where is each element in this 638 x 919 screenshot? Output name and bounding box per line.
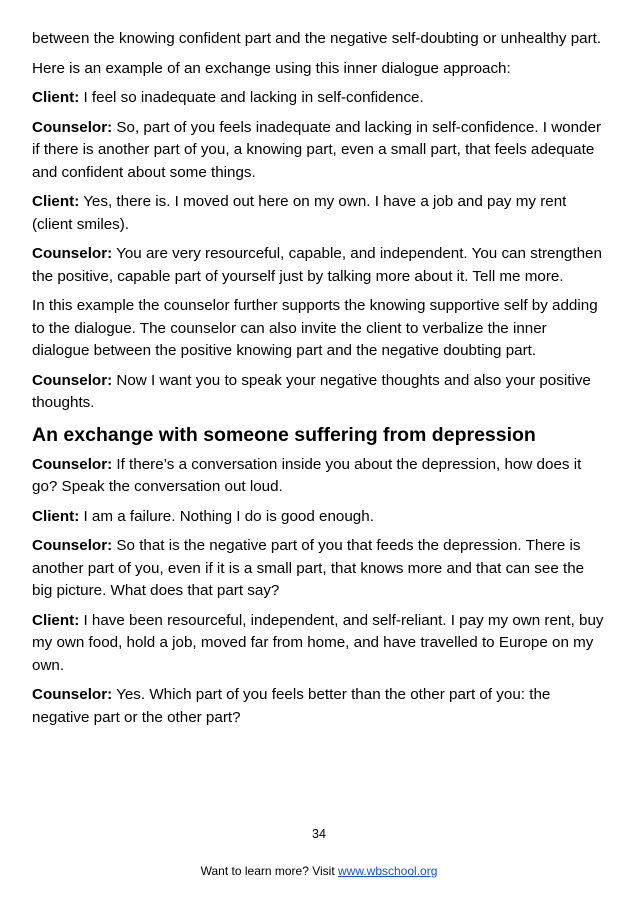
page-body	[32, 28, 607, 736]
explanation-paragraph: In this example the counselor further supports the knowing supportive self by adding to the dialogue. The counselor can also invite the client to verbalize the inner dialogue between the positive knowing part and the negative doubting part.	[32, 297, 598, 359]
footer-website-link[interactable]: www.wbschool.org	[338, 864, 438, 878]
dialogue-line	[32, 454, 607, 499]
speaker-label: Counselor:	[32, 537, 113, 554]
dialogue-text: You are very resourceful, capable, and independent. You can strengthen the positive, capable part of yourself just by talking more about it. Tell me more.	[32, 245, 602, 285]
dialogue-line	[32, 684, 607, 729]
intro-paragraph-continued: between the knowing confident part and the negative self-doubting or unhealthy part.	[32, 30, 602, 47]
speaker-label: Client:	[32, 507, 80, 525]
speaker-label: Counselor:	[32, 245, 113, 262]
speaker-label: Counselor:	[32, 118, 113, 136]
speaker-label: Client:	[32, 193, 80, 210]
speaker-label: Client:	[32, 89, 80, 106]
dialogue-line	[32, 191, 607, 236]
footer-text: Want to learn more? Visit	[200, 864, 338, 878]
dialogue-line	[32, 535, 607, 603]
dialogue-line	[32, 87, 607, 110]
page-number: 34	[312, 827, 326, 841]
dialogue-line	[32, 506, 607, 529]
speaker-label: Client:	[32, 611, 80, 629]
dialogue-text: I feel so inadequate and lacking in self-confidence.	[79, 89, 424, 106]
dialogue-text: So that is the negative part of you that feeds the depression. There is another part of you, even if it is a small part, that knows more and that can see the big picture. What does that part say?	[32, 537, 585, 599]
dialogue-text: So, part of you feels inadequate and lacking in self-confidence. I wonder if there is another part of you, a knowing part, even a small part, that feels adequate and confident about some things.	[32, 118, 602, 181]
speaker-label: Counselor:	[32, 455, 113, 473]
dialogue-text: Yes, there is. I moved out here on my own. I have a job and pay my rent (client smiles).	[32, 193, 567, 233]
dialogue-text: Now I want you to speak your negative thoughts and also your positive thoughts.	[32, 371, 591, 411]
dialogue-line	[32, 610, 607, 678]
dialogue-text: Yes. Which part of you feels better than the other part of you: the negative part or the other part?	[32, 686, 551, 726]
dialogue-line	[32, 370, 607, 415]
speaker-label: Counselor:	[32, 686, 113, 703]
footer	[0, 864, 638, 878]
dialogue-line	[32, 243, 607, 288]
speaker-label: Counselor:	[32, 371, 113, 389]
dialogue-line	[32, 117, 607, 185]
dialogue-text: If there’s a conversation inside you about the depression, how does it go? Speak the conversation out loud.	[32, 455, 582, 495]
section-heading: An exchange with someone suffering from depression	[32, 423, 536, 446]
dialogue-text: I am a failure. Nothing I do is good enough.	[79, 507, 374, 525]
intro-paragraph-example: Here is an example of an exchange using this inner dialogue approach:	[32, 59, 511, 77]
dialogue-text: I have been resourceful, independent, and self-reliant. I pay my own rent, buy my own food, hold a job, moved far from home, and have travelled to Europe on my own.	[32, 611, 604, 674]
